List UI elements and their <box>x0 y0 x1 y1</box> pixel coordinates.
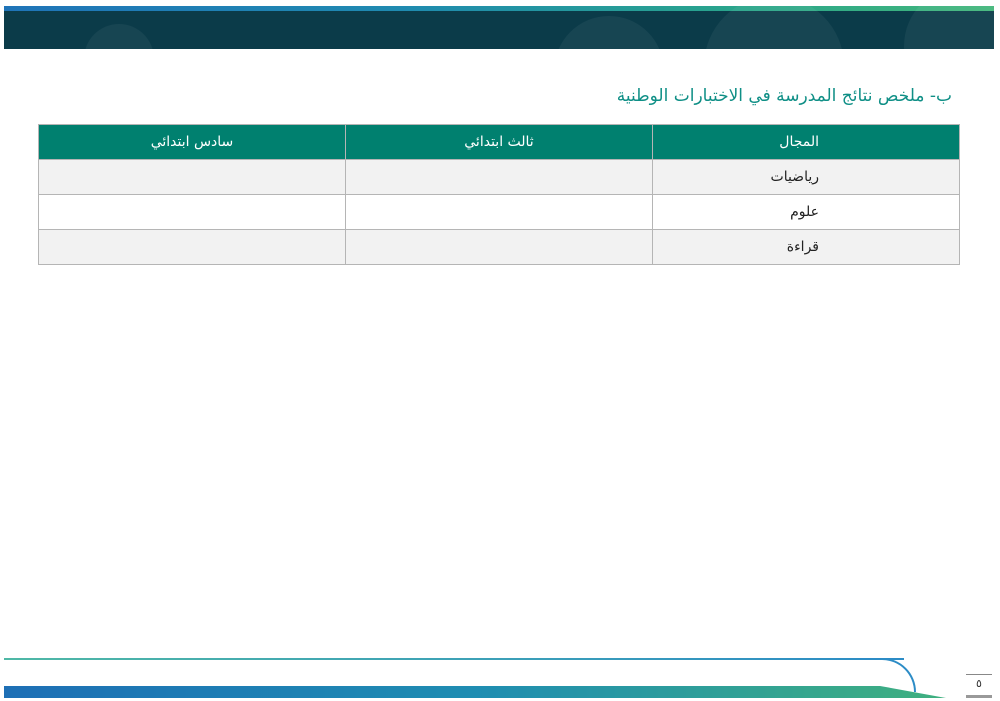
grade6-cell[interactable] <box>39 230 346 265</box>
banner-decoration <box>704 6 844 49</box>
grade6-cell[interactable] <box>39 195 346 230</box>
grade3-cell[interactable] <box>346 230 653 265</box>
domain-cell: علوم <box>653 195 960 230</box>
grade3-cell[interactable] <box>346 195 653 230</box>
footer-line <box>4 658 904 660</box>
table-header-row <box>39 125 960 160</box>
national-tests-table <box>38 124 960 265</box>
section-heading: ب- ملخص نتائج المدرسة في الاختبارات الوطنية <box>616 86 952 106</box>
column-header-grade6: سادس ابتدائي <box>39 125 346 160</box>
table-row <box>39 195 960 230</box>
table-row <box>39 230 960 265</box>
domain-cell: قراءة <box>653 230 960 265</box>
column-header-grade3: ثالث ابتدائي <box>346 125 653 160</box>
domain-cell: رياضيات <box>653 160 960 195</box>
banner-decoration <box>904 6 994 49</box>
grade3-cell[interactable] <box>346 160 653 195</box>
banner-decoration <box>84 24 154 49</box>
top-banner <box>4 6 994 49</box>
column-header-domain: المجال <box>653 125 960 160</box>
banner-decoration <box>554 16 664 49</box>
page-number: ٥ <box>966 674 992 698</box>
footer-band <box>4 686 946 698</box>
top-accent-stripe <box>4 6 994 11</box>
table-row <box>39 160 960 195</box>
grade6-cell[interactable] <box>39 160 346 195</box>
